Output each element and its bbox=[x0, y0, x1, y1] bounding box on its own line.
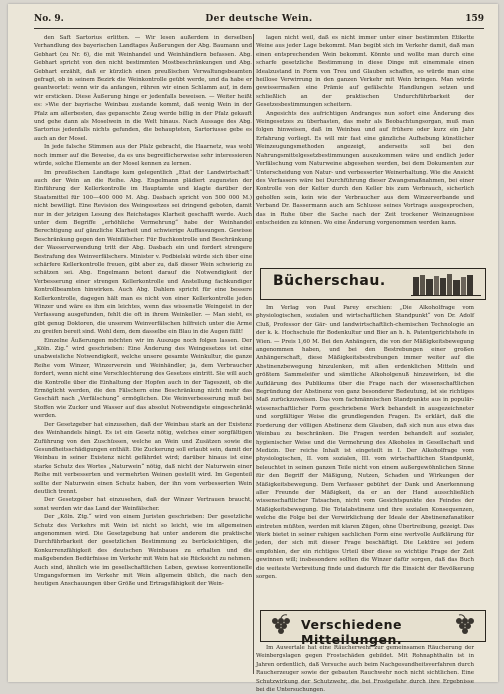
issue-number: No. 9. bbox=[34, 14, 64, 24]
section-title: Bücherschau. bbox=[273, 273, 386, 289]
paragraph: Der Gesetzgeber hat einzusehen, daß der Weinbau stark an der Existenz des Weinhandels hängt. Es ist ein Gesetz nötig, welches einer sorgfältigen Zuführung von den Zuschüssen, welche an Wein und Zusätzen sowie die Gesundheitsschädigungen enthält. Die Zuckerung soll erlaubt sein, damit der Weinbau in seiner Existenz nicht gefährdet wird; darüber hinaus ist eine starke Schutz des Wortes „Naturwein“ nötig, daß nicht der Naturwein einer Reihe mit verbesserten und vermehrten Weinen gestellt wird. Im Gegenteil sollte der Naturwein einen Schutz haben, der ihn vom verbesserten Wein deutlich trennt. bbox=[34, 421, 252, 495]
section-banner-books bbox=[260, 268, 486, 300]
column-divider bbox=[253, 34, 254, 674]
grapes-ornament-icon bbox=[451, 613, 481, 639]
left-column bbox=[34, 34, 252, 674]
paragraph: Im Auwertale hat eine Räucherwehr zur gemeinsamen Räucherung der Weinbergslagen gegen Frostschäden gebildet. Mit Rohnaphthalin ist in Jahren ordentlich, daß Versuche auch beim Nachgesundheitsverfahren durch Raucherzeuger sowie der gebauten Rauchwehr noch nicht sichtlichen. Eine Schutzwirkung der Schutzwehr, die bei Frostgefahr durch ihre Ergebnisse bei die Untersuchungen. bbox=[256, 645, 474, 694]
newspaper-page bbox=[8, 4, 498, 694]
section-banner-misc bbox=[260, 610, 486, 647]
paragraph: Angesichts des aufrichtigen Andranges nun sofort eine Änderung des Weingesetzes zu überhasten, das mehr als Beobachtungsorgan, muß man folgen hinweisen, daß im Weinbau und auf frühere oder kurz ein Jahr Erfahrung vorliegt. Es will mir fast eine gänzliche Aufhebung künstlicher Weinzeugungsmethoden angezeigt, anderseits soll bei den Nahrungsmittelgesetzbestimmungen auszukommen wäre und endlich jeder Verfälschung vom Naturweine abgesehen werden, bei dem Dokumenten zur Unterscheidung von Natur- und verbesserter Weinerhaltung. Wie die Ansicht des Verfassers wäre bei Durchführung dieser Zwangsmaßnahmen, bei einer Kontrolle von der Kelter durch den Keller bis zum Verbrauch, sicherlich geholfen sein, kein wie der Verbraucher aus dem Winzerverbande und Verband Dr. Bassermann auch am Schlusse seines Vortrags ausgesprochen, das in Ruhe über die Sache nach der Zeit trockener Weinzeugnisse entscheiden zu können. Wo eine Änderung vorgenommen werden kann. bbox=[256, 110, 474, 226]
grapes-ornament-icon bbox=[265, 613, 295, 639]
paragraph: Im preußischen Landtage kam gelegentlich „Etat der Landwirtschaft“ auch der Wein an die Reihe. Abg. Engelmann plädiert zugunsten der Einführung der Kellerkontrolle im Hauptamte und klagte darüber der Staatsmittel für 100—400 000 M. Abg. Dasbach spricht von 500 000 M.) nicht bewilligt. Eine Revision des Weingesetzes sei dringend geboten, damit nur in der jetzigen Lesung des Reichstages Klarheit geschafft werde. Auch unter dem Begriffe „erhöhliche Vermehrung“ habe der Weinhandel Berechtigung auf gänzliche Klarheit und schwierige Auffassungen. Gewisse Beschränkung gegen den Weinfälscher. Für Buchkontrolle und Beschränkung der Wasserverwendung tritt der Abg. Dasbach ein und fordert strengere Bestrafung des Weinverfälschers. Minister v. Podbielski würde sich über eine schärfere Kellerkontrolle freuen, gibt aber zu, daß dieser Wein schwierig zu schätzen sei. Abg. Engelmann betont darauf die Notwendigkeit der Verbesserung einer strengen Kellerkontrolle und Anstellung fachkundiger Kontrollbeamten hinwirken. Auch Abg. Dahlem spricht für eine bessere Kellerkontrolle, dagegen hält man es nicht von einer Kellerkontrolle jeden Winzer und wäre es ihm ein leichtes, wenn das wissenstle Weingeist in der Verfassung ausgefunden, fehlt die oft in ihrem Weinkeller. — Man sieht, es gibt genug Doktoren, die unserem Weinverfälschen hilfreich unter die Arme zu greifen bereit sind. Wohl dem, dem dasselbe ein Blau in die Augen fällt! bbox=[34, 169, 252, 336]
paragraph: In jede falsche Stimmen aus der Pfalz gebracht, die Haarnetz, was wohl noch immer auf die Beweise, da es uns begreiflicherweise sehr interessieren würde, solche Elemente an der Mosel kennen zu lernen. bbox=[34, 144, 252, 168]
right-column-bottom bbox=[256, 644, 474, 694]
section-title: Verschiedene Mitteilungen. bbox=[301, 617, 403, 647]
paragraph: lagen nicht weil, daß es nicht immer unter einer bestimmten Etikette Weine aus jeder Lage bekommt. Man begibt sich im Verkehr damit, daß man einen entsprechenden Wein bekommt. Könnte und wollte man durch eine scharfe gesetzliche Bestimmung in diese Dinge mit einemmale einen Idealzustand in Form von Treu und Glauben schaffen, so würde man eine heillose Verwirrung in den ganzen Verkehr mit Wein bringen. Man würde gewissermaßen eine Prämie auf gefälschte Handlungen setzen und schließlich an der praktischen Undurchführbarkeit der Gesetzesbestimmungen scheitern. bbox=[256, 35, 474, 109]
paragraph: Der Gesetzgeber hat einzusehen, daß der Winzer Vertrauen braucht, sonst werden wir das Land der Weinfälscher. bbox=[34, 497, 252, 512]
right-column-middle bbox=[256, 304, 474, 608]
paragraph: den Saft Sartorius erlitten. — Wir lesen außerdem in derselben Verhandlung des bayerischen Landtages Äußerungen der Abg. Baumann und Gebhart (zu Nr. 6), die mit Weinhandel und Weinhändlern befassen. Abg. Gebhart spricht von den nicht bestimmten Mostbeschränkungen und Abg. Gebhart erzählt, daß er kürzlich einen preußischen Verwaltungsbeamten gefragt, ob in seinem Bezirk die Weinkontrolle geübt werde, und da habe er geantwortet: wenn wir da anfangen, rühren wir einen Schlamm auf, in dem wir ersticken. Diese Äußerung hinge er jedenfalls beweisen. — Weiter heißt es: »Wie der bayrische Weinbau zustande kommt, daß wenig Wein in der Pfalz am allerbesten, das gepanschte Zeug werde billig in der Pfalz gekauft und gehe dann als Moselwein in die Welt hinaus. Nach Aussage des Abg. Sartorius jedenfalls nichts gefunden, die behaupteten, Sartoriusse gebe es auch an der Mosel. bbox=[34, 35, 252, 142]
page-number: 159 bbox=[465, 14, 484, 24]
paragraph: Der „Köln. Ztg.“ wird von einem Juristen geschrieben: Der gesetzliche Schutz des Verkehrs mit Wein ist nicht so leicht, wie im allgemeinen angenommen wird. Die Gesetzgebung hat unter anderem die praktische Durchführbarkeit der gesetzlichen Bestimmung zu berücksichtigen, die Konkurrenzfähigkeit des deutschen Weinbaues zu erhalten und die maßgebenden Bedürfnisse im Verkehr mit Wein hat sie Rücksicht zu nehmen. Auch sind, ähnlich wie im gesellschaftlichen Leben, gewisse konventionelle Umgangsformen im Verkehr mit Wein allgemein üblich, die nach den heutigen Anschauungen über Größe und Ertragsfähigkeit der Wein- bbox=[34, 514, 252, 588]
paragraph: Einzelne Äußerungen möchten wir im Auszuge noch folgen lassen. Der „Köln. Zig.“ wird geschrieben: Eine Änderung des Weingesetzes ist eine unabweisliche Notwendigkeit, welche unsere gesamte Weinkultur, die ganze Reihe vom Winzer, Winzerverein und Weinhändler, ja, dem Verbraucher fordert, wenn nicht eine Verschlechterung des Gesetzes eintritt. Sie will auch die Kontrolle über die Einhaltung der Hopfen auch in der Tageszeit, ob die Ermöglicht werden, die den Fälschern eine Beschränkung nicht mehr das Geschäft nach „Verfälschung“ ermöglichen. Die Weinverbesserung muß bei Stoffen wie Zucker und Wasser auf das absolut Notwendigste eingeschränkt werden. bbox=[34, 337, 252, 420]
running-header bbox=[34, 12, 484, 29]
journal-title: Der deutsche Wein. bbox=[205, 14, 313, 24]
right-column-top bbox=[256, 34, 474, 272]
books-ornament-icon bbox=[411, 271, 481, 297]
paragraph: Im Verlag von Paul Parey erschien: „Die Alkoholfrage vom physiologischen, sozialen und wirtschaftlichen Standpunkt“ von Dr. Adolf Cluß, Professor der Gär- und landwirtschaftlich-chemischen Technologie an der k. k. Hochschule für Bodenkultur und Bier an h. h. Patentgerichtshofe in Wien. — Preis 1,60 M. Bei den Anhängern, die von der Mäßigkeitsbewegung angenommen haben, und bei den Bestrebungen einer großen Anhängerschaft, diese Mäßigkeitsbestrebungen immer weiter auf die Abstinenzbewegung hinzulenken, mit allen erdenklichen Mitteln und größtem Sammeleifer und sämtliche Alkoholgenuß hinzuwirken, ist die Aufklärung des Publikums über die Frage nach der wissenschaftlichen Begründung der Abstinenz von ganz besonderer Bedeutung, ist sie richtiges Maß zurückzuweisen. Das vom fachmännischen Standpunkte aus in populär-wissenschaftlicher Form geschriebene Werk behandelt in ausgezeichneter und sorgfältiger Weise die grundlegenden Fragen. Es erklärt, daß die Forderung der völligen Abstinenz dem Glauben, daß sich nun aus etwa das Weinbau zu beschränken. Die Fragen werden behandelt auf sozialer, hygienischer Weise und die Vermehrung des Alkoholes in Gesellschaft und Medizin. Der reiche Inhalt ist eingeteilt in I. Der Alkoholfrage vom physiologischen, II. vom sozialen, III. vom wirtschaftlichen Standpunkt, beleuchtet in seinen ganzen Teile nicht von einem außergewöhnlichen Sinne für den Begriff der Mäßigung, Nutzen, Schaden und Wirkungen der Mäßigkeitsbewegung. Dem Verfasser gebührt der Dank und Anerkennung aller Freunde der Mäßigkeit, da er an der Hand ausschließlich wissenschaftlicher Tatsachen, nicht vom Gesichtspunkte des Feindes der Mäßigkeitsbewegung. Die Totalabstinenz und ihre sozialen Konsequenzen, welche die Folge bei der Verwirklichung der Ideale der Abstinenzfanatiker eintreten müßten, werden mit klaren Zügen, ohne Übertreibung, gezeigt. Das Werk bietet in seiner ruhigen sachlichen Form eine wertvolle Aufklärung für jeden, der sich mit dieser Frage beschäftigt. Die Lektüre sei jedem empfohlen, der ein richtiges Urteil über diese so wichtige Frage der Zeit gewinnen will; insbesondere sollten die Winzer dafür sorgen, daß das Buch die weiteste Verbreitung finde und dadurch für die Einsicht der Bevölkerung sorgen. bbox=[256, 305, 474, 580]
